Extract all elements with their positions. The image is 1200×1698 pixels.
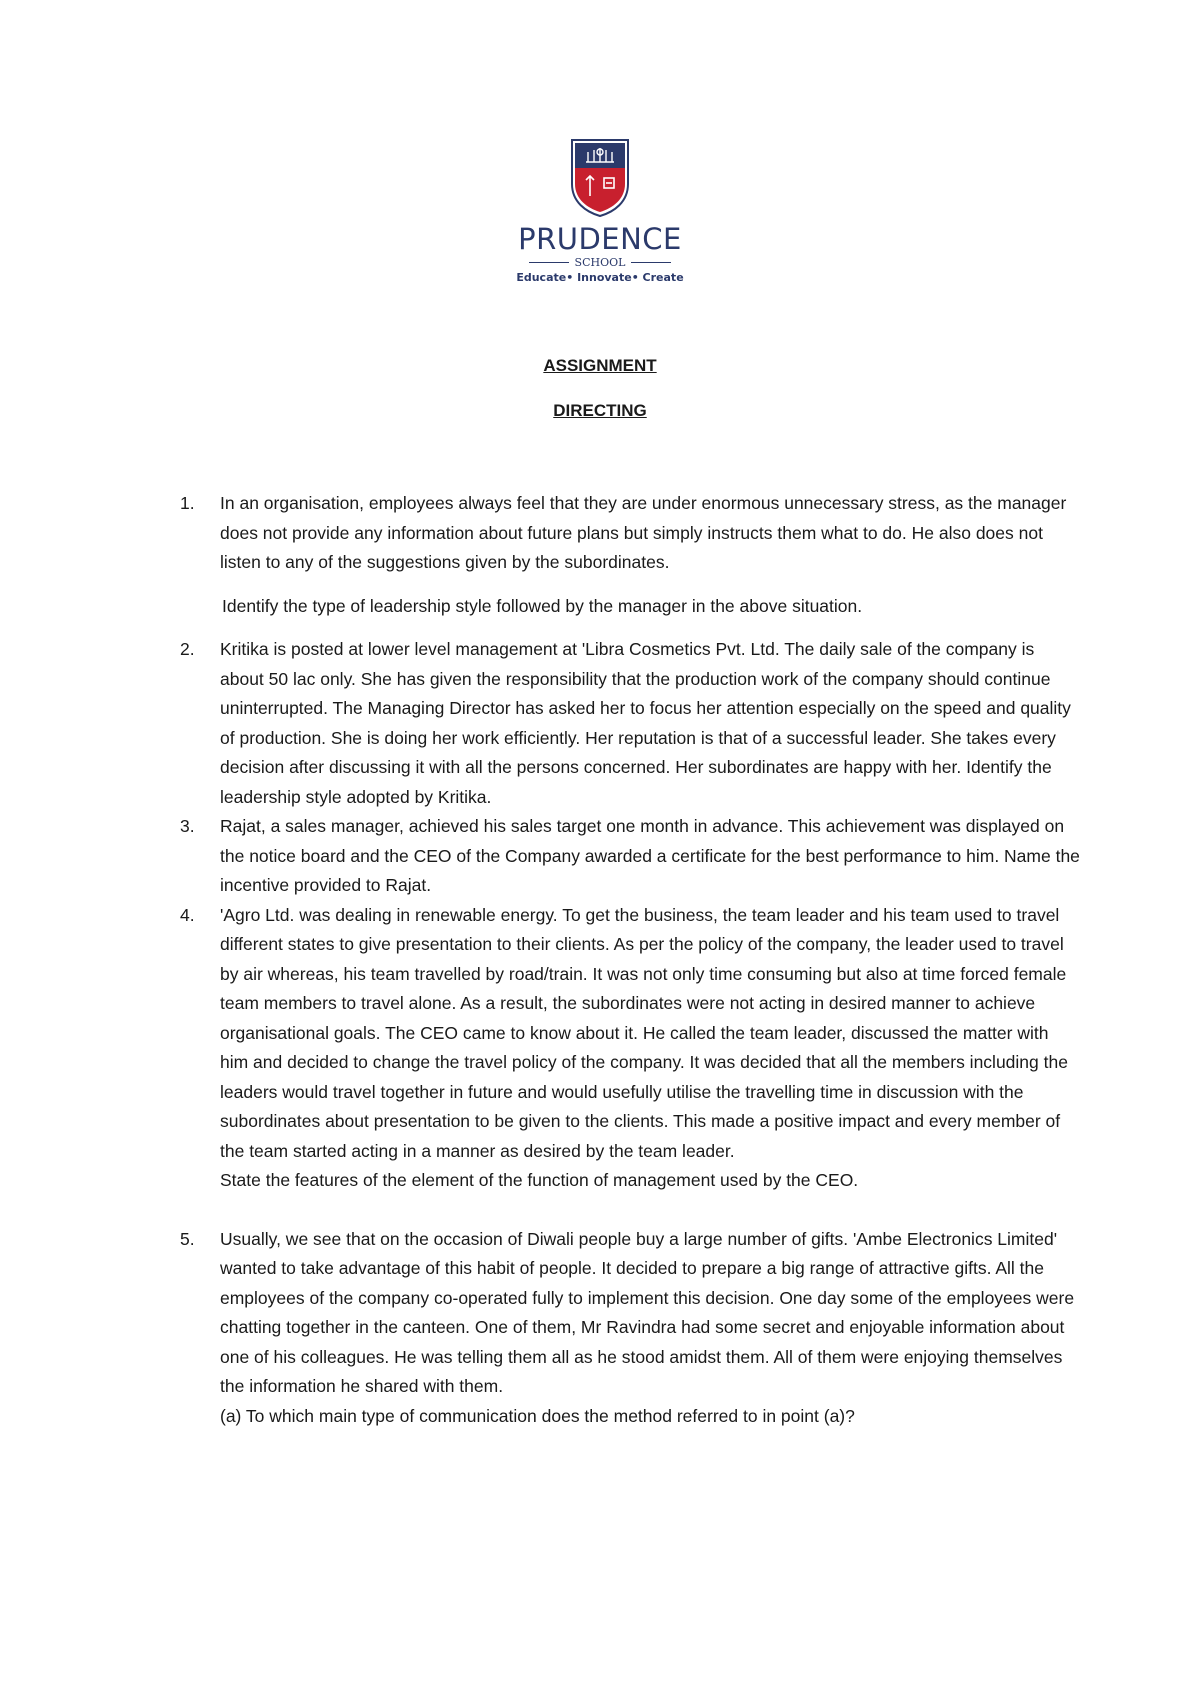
question-text: Usually, we see that on the occasion of Diwali people buy a large number of gifts. 'Ambe Electronics Limited' wanted to take advantage of this habit of people. It decided to prepare a big range of attractive gifts. All the employees of the company co-operated fully to implement this decision. One day some of the employees were chatting together in the canteen. One of them, Mr Ravindra had some secret and enjoyable information about one of his colleagues. He was telling them all as he stood amidst them. All of them were enjoying themselves the information he shared with them. (220, 1228, 1075, 1396)
question-prompt: State the features of the element of the function of management used by the CEO. (220, 1170, 859, 1190)
question-number: 4. (180, 904, 195, 925)
question-text: Kritika is posted at lower level management at 'Libra Cosmetics Pvt. Ltd. The daily sale of the company is about 50 lac only. She has given the responsibility that the production work of the company should continue uninterrupted. The Managing Director has asked her to focus her attention especially on the speed and quality of production. She is doing her work efficiently. Her reputation is that of a successful leader. She takes every decision after discussing it with all the persons concerned. Her subordinates are happy with her. Identify the leadership style adopted by Kritika. (220, 639, 1071, 807)
question-number: 5. (180, 1228, 195, 1249)
shield-crest-icon (570, 138, 630, 218)
question-prompt: (a) To which main type of communication does the method referred to in point (a)? (220, 1405, 855, 1426)
question-item (180, 1225, 1080, 1432)
question-text: 'Agro Ltd. was dealing in renewable energy. To get the business, the team leader and his team used to travel different states to give presentation to their clients. As per the policy of the company, the leader used to travel by air whereas, his team travelled by road/train. It was not only time consuming but also at time forced female team members to travel alone. As a result, the subordinates were not acting in desired manner to achieve organisational goals. The CEO came to know about it. He called the team leader, discussed the matter with him and decided to change the travel policy of the company. It was decided that all the members including the leaders would travel together in future and would usefully utilise the travelling time in discussion with the subordinates about presentation to be given to the clients. This made a positive impact and every member of the team started acting in a manner as desired by the team leader. (220, 904, 1068, 1161)
school-logo (510, 138, 690, 284)
question-item (180, 812, 1080, 901)
assignment-topic: DIRECTING (553, 401, 647, 420)
question-item (180, 901, 1080, 1196)
question-item (180, 635, 1080, 812)
assignment-title: ASSIGNMENT (543, 356, 657, 375)
question-text: Rajat, a sales manager, achieved his sales target one month in advance. This achievement was displayed on the notice board and the CEO of the Company awarded a certificate for the best performance to him. Name the incentive provided to Rajat. (220, 816, 1080, 895)
question-number: 2. (180, 639, 195, 659)
school-subtitle-text: SCHOOL (574, 256, 626, 269)
school-tagline: Educate• Innovate• Create (516, 271, 684, 284)
question-text: In an organisation, employees always feel that they are under enormous unnecessary stress, as the manager does not provide any information about future plans but simply instructs them what to do. He also does not listen to any of the suggestions given by the subordinates. (220, 493, 1067, 572)
question-number: 3. (180, 816, 195, 836)
question-number: 1. (180, 493, 195, 513)
question-prompt: Identify the type of leadership style followed by the manager in the above situation. (222, 595, 863, 616)
question-list (180, 489, 1080, 1431)
school-name: PRUDENCE (518, 222, 682, 256)
question-item (180, 489, 1080, 621)
divider (631, 262, 671, 263)
divider (529, 262, 569, 263)
school-subtitle (510, 256, 690, 269)
